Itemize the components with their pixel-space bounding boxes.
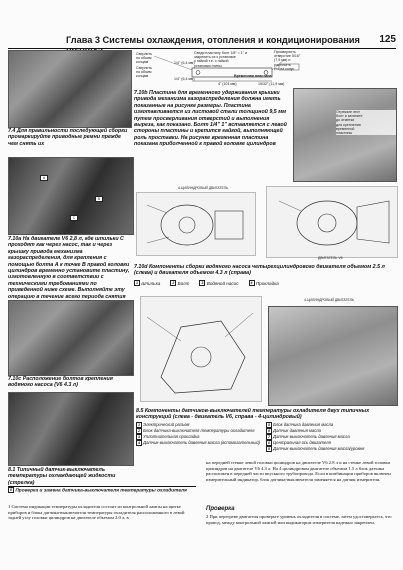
caption-7-10a: 7.10а На двигателе V6 2,8 л, где шпильки С проходят как через насос, так и через крышку привода механизма газораспределения, для крепления с помощью болта А к точке В правой головки цилиндров временно установите пластину, изготовленную в соответствии с техническими требованиями по приведенной ниже схеме. Выполняйте эту операцию в течение всего периода снятия: [8, 236, 130, 300]
photo-drive-belts: [8, 50, 132, 128]
legend-item: 4 Прокладка: [249, 280, 279, 286]
diagram-label: пластина: [254, 74, 272, 78]
diagram-label: 1/4" (6,4 мм): [174, 77, 195, 81]
diagram-label: Сверлить: [136, 52, 152, 56]
caption-7-10c: 7.10с Расположение болтов крепления водяного насоса (V6 4.3 л): [8, 376, 113, 389]
diagram-sensor-v6: [140, 296, 262, 402]
legend-item: 3 Уплотнительная прокладка: [136, 434, 260, 440]
diagram-label: Сверлить: [136, 66, 152, 70]
diagram-label: его на конус: [274, 66, 295, 71]
legend-item: 2 Болт: [170, 280, 189, 286]
side-label-block: [336, 110, 396, 135]
diagram-label: концам: [136, 60, 149, 65]
side-label: для крепления: [336, 122, 361, 127]
page-number: 125: [379, 34, 396, 45]
diagram-sensor-4cyl: [268, 306, 398, 406]
legend-item: 3 Водяной насос: [199, 280, 238, 286]
diagram-label: с гайкой т.е. с гайкой: [194, 59, 229, 64]
photo-pump-bolts: [8, 300, 134, 376]
caption-8-5: 8.5 Компоненты датчиков-выключателей температуры охладителя двух типичных конструкций (слева - двигатель V6, справа - 4-цилиндровый): [136, 408, 370, 421]
diagram-label: 15/32" (11,9 мм): [258, 82, 285, 86]
callout-a: A: [40, 175, 48, 181]
side-label: пластины: [336, 131, 353, 136]
legend-item: 8 Центральная ось двигателя: [266, 440, 396, 446]
side-label: Отрежьте этот: [336, 110, 360, 114]
check-paragraph: 2 При перегреве двигателя проверьте уровень охладителя в системе, затем удостоверьтесь, что провод, между контрольной лампой или индикатором измерителя надежно закреплен.: [206, 514, 392, 525]
check-heading: Проверка: [206, 506, 235, 512]
section-title: Проверка и замена датчика-выключателя температуры охладителя: [15, 488, 187, 494]
photo-water-pump-v6: [8, 157, 134, 235]
legend-item: 7 Датчик-выключатель давления масла: [266, 434, 396, 440]
caption-7-10b: 7.10b Пластина для временного удерживания крышки привода механизма газораспределения должна иметь показанные на рисунке размеры. Пластина изготавливается из листовой стали толщиной 9,5 мм путем просверливания отверстий и выполнения выреза, как показано. Болт 1/4" 1" вставляется с левой стороны пластины и крепится гайкой, выполняющей роль проставки. На рисунке временная пластина показана приболченной к правой головке цилиндров: [134, 90, 287, 148]
diagram-label: отверстие 5/16": [274, 54, 301, 59]
legend-item: 9 Датчик-выключатель давления масла/уровня: [266, 446, 396, 452]
diagram-label: установки глины: [194, 63, 222, 68]
engine-label: 4-ЦИЛИНДРОВЫЙ ДВИГАТЕЛЬ: [304, 298, 355, 302]
pump-legend: [134, 280, 396, 286]
callout-c: C: [70, 215, 78, 221]
diagram-label: расточить: [274, 62, 291, 67]
legend-item: 2 Блок датчика-выключателя температуры охладителя: [136, 428, 260, 434]
legend-item: 1 Электрический разъем: [136, 422, 260, 428]
diagram-pump-v6: [266, 186, 398, 258]
diagram-label: 4" (101 мм): [218, 82, 237, 86]
caption-7-4: 7.4 Для правильности последующей сборки промаркируйте приводные ремни прежде чем снять их: [8, 128, 128, 147]
plate-diagram: [134, 50, 310, 88]
callout-b: B: [95, 196, 103, 202]
diagram-label: Временная: [234, 74, 254, 78]
right-paragraph: на передней стенке левой головки цилиндров на двигателе V6 2.8 л и на стенке левой головки цилиндров на двигателе V6 4.3 л. На 4 цилиндровом двигателе объемом 1.5 л блок датчика расположен в передней части впускного трубопровода. Если в комбинации приборов включен измерительный индикатор, блок датчика-выключателя заменяется на датчик измерителя.: [206, 460, 391, 482]
diagram-label: Просверлить: [274, 50, 296, 54]
side-label: болт и затяните: [336, 114, 363, 119]
diagram-label: концам: [136, 74, 149, 79]
legend-item: 5 Блок датчика давления масла: [266, 422, 396, 428]
engine-label: 4-ЦИЛИНДРОВЫЙ ДВИГАТЕЛЬ: [178, 186, 229, 190]
section-number: 8: [8, 487, 14, 493]
diagram-label: Сведя пластину болт 1/8" = 1" и: [194, 51, 248, 55]
caption-8-1: 8.1 Типичный датчик-выключатель температуры охлаждающей жидкости (стрелка): [8, 467, 116, 486]
section-heading: [8, 486, 196, 494]
page-header: [8, 34, 396, 49]
engine-label: ДВИГАТЕЛЬ V6: [318, 256, 343, 260]
legend-item: 6 Датчик давления масла: [266, 428, 396, 434]
side-label: временной: [336, 126, 355, 131]
sensor-v6-drawing: [141, 297, 261, 401]
diagram-label: по обоим: [136, 70, 152, 75]
legend-item: 4 Датчик-выключатель давления масла (вспомогательный): [136, 440, 260, 446]
diagram-label: (7,9 мм) и: [274, 58, 291, 63]
pump-4cyl-drawing: [137, 193, 255, 255]
diagram-pump-4cyl: [136, 192, 256, 256]
caption-7-10d: 7.10d Компоненты сборки водяного насоса четырехцилиндрового двигателя объемом 2.5 л (слева) и двигателя объемом 4.3 л (справа): [134, 264, 385, 277]
photo-temp-sensor: [8, 392, 134, 466]
pump-v6-drawing: [267, 187, 397, 257]
diagram-label: 1/4" (6,4 мм): [174, 61, 195, 65]
side-label: до отметки: [336, 118, 355, 123]
diagram-label: по обоим: [136, 56, 152, 61]
chapter-title: Глава 3 Системы охлаждения, отопления и кондиционирования: [66, 35, 360, 45]
diagram-label: закрепить их к установке: [194, 55, 236, 60]
section-intro: 1 Система индикации температуры охладителя состоит из контрольной лампы на щитке приборов и блока датчика-выключателя температуры охладителя расположенного в левой задней углу головки цилиндров на двигателе объемом 2.0 л, в: [8, 504, 185, 521]
legend-item: 1 Шпилька: [134, 280, 160, 286]
